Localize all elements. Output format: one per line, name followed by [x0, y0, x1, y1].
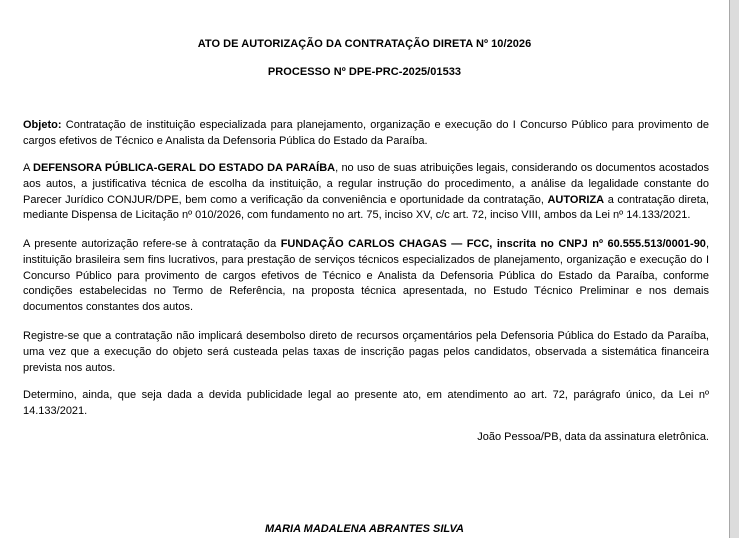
viewer-gutter [729, 0, 739, 538]
contractor-name: FUNDAÇÃO CARLOS CHAGAS — FCC, inscrita no CNPJ nº 60.555.513/0001-90 [280, 238, 706, 250]
authorization-text-c: , no uso de suas atribuições legais, considerando os documentos acostados aos autos, a justificativa técnica de escolha da instituição, a regular instrução do procedimento, a análise da legalidade constante do Parecer Jurídico CONJUR/DPE, bem como a verificação da conveniência e oportunidade da contratação, [23, 162, 709, 206]
paragraph-authorization [23, 161, 709, 224]
page-edge [729, 0, 730, 538]
paragraph-object [23, 118, 709, 150]
authorizes-keyword: AUTORIZA [547, 193, 605, 206]
place-and-date: João Pessoa/PB, data da assinatura eletrônica. [477, 431, 709, 443]
signer-name: MARIA MADALENA ABRANTES SILVA [264, 523, 464, 535]
contractor-text-c: , instituição brasileira sem fins lucrativos, para prestação de serviços técnicos especializados de planejamento, organização e execução do I Concurso Público para provimento de cargos efetivos de Técnico e Analista da Defensoria Pública do Estado da Paraíba, conforme condições estabelecidas no Termo de Referência, na proposta técnica apresentada, no Estudo Técnico Preliminar e nos demais documentos constantes dos autos. [23, 238, 709, 314]
document-title: ATO DE AUTORIZAÇÃO DA CONTRATAÇÃO DIRETA Nº 10/2026 [197, 38, 532, 50]
authorization-text-e: a contratação direta, mediante Dispensa de Licitação nº 010/2026, com fundamento no art. 75, inciso XV, c/c art. 72, inciso VIII, ambos da Lei nº 14.133/2021. [23, 193, 709, 222]
paragraph-publicity: Determino, ainda, que seja dada a devida publicidade legal ao presente ato, em atendimento ao art. 72, parágrafo único, da Lei nº 14.133/2021. [23, 389, 709, 417]
paragraph-contractor [23, 237, 709, 316]
process-number: PROCESSO Nº DPE-PRC-2025/01533 [267, 66, 462, 78]
authority-name: DEFENSORA PÚBLICA-GERAL DO ESTADO DA PARAÍBA [33, 162, 336, 174]
authorization-text-a: A [23, 162, 33, 174]
contractor-text-a: A presente autorização refere-se à contratação da [23, 238, 281, 250]
paragraph-budget: Registre-se que a contratação não implicará desembolso direto de recursos orçamentários pela Defensoria Pública do Estado da Paraíba, uma vez que a execução do objeto será custeada pelas taxas de inscrição pagas pelos candidatos, observada a sistemática financeira prevista nos autos. [23, 330, 709, 374]
object-label: Objeto: [23, 119, 62, 131]
object-text: Contratação de instituição especializada para planejamento, organização e execução do I Concurso Público para provimento de cargos efetivos de Técnico e Analista da Defensoria Pública do Estado da Paraíba. [23, 119, 709, 147]
